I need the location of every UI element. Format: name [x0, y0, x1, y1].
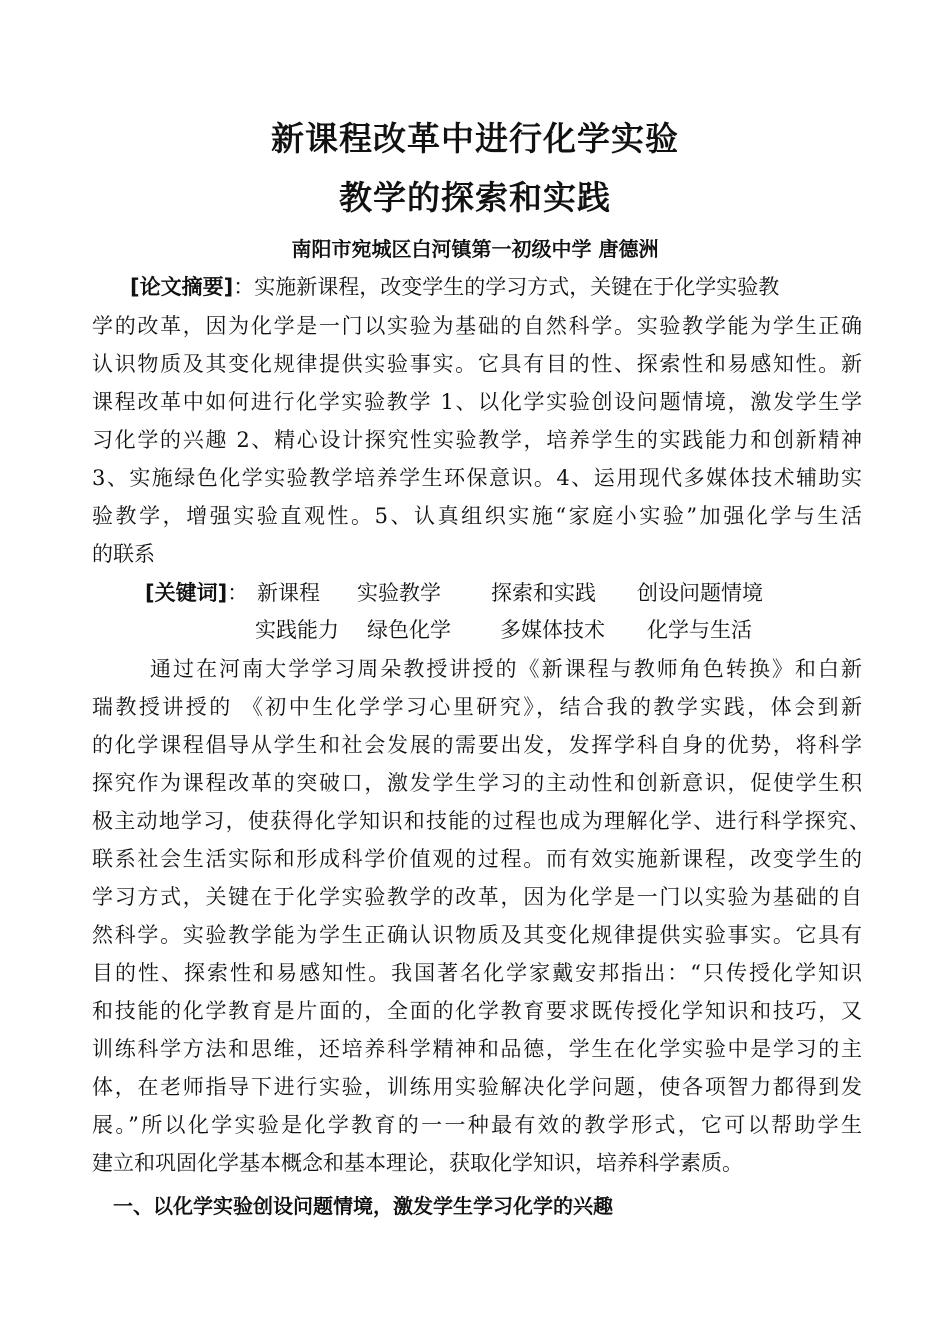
keyword: 实验教学	[357, 581, 441, 605]
keywords-row-2	[255, 615, 855, 645]
body-line: 体，在老师指导下进行实验，训练用实验解决化学问题，使各项智力都得到发	[92, 1075, 862, 1099]
abstract-label: [论文摘要]	[130, 275, 234, 299]
keyword: 新课程	[257, 581, 320, 605]
body-line: 学习方式，关键在于化学实验教学的改革，因为化学是一门以实验为基础的自	[92, 885, 862, 909]
abstract-line: 验教学，增强实验直观性。5、认真组织实施“家庭小实验”加强化学与生活	[92, 504, 862, 528]
abstract-text: ：实施新课程，改变学生的学习方式，关键在于化学实验教	[233, 275, 780, 299]
body-line: 建立和巩固化学基本概念和基本理论，获取化学知识，培养科学素质。	[92, 1151, 743, 1175]
author-line: 南阳市宛城区白河镇第一初级中学 唐德洲	[291, 237, 659, 261]
keyword: 实践能力	[255, 618, 339, 642]
abstract-line: 3、实施绿色化学实验教学培养学生环保意识。4、运用现代多媒体技术辅助实	[92, 466, 862, 490]
body-line: 然科学。实验教学能为学生正确认识物质及其变化规律提供实验事实。它具有	[92, 923, 862, 947]
title-line-1: 新课程改革中进行化学实验	[271, 119, 679, 158]
abstract-line: 认识物质及其变化规律提供实验事实。它具有目的性、探索性和易感知性。新	[92, 352, 862, 376]
keywords-label: [关键词]	[145, 581, 228, 605]
body-line: 展。”所以化学实验是化学教育的一一种最有效的教学形式，它可以帮助学生	[92, 1113, 862, 1137]
body-line: 训练科学方法和思维，还培养科学精神和品德，学生在化学实验中是学习的主	[92, 1037, 862, 1061]
keywords-row-1	[145, 578, 865, 608]
abstract-line	[130, 272, 862, 302]
body-line: 联系社会生活实际和形成科学价值观的过程。而有效实施新课程，改变学生的	[92, 847, 862, 871]
keyword: 绿色化学	[367, 618, 451, 642]
abstract-line: 学的改革，因为化学是一门以实验为基础的自然科学。实验教学能为学生正确	[92, 314, 862, 338]
body-line: 极主动地学习，使获得化学知识和技能的过程也成为理解化学、进行科学探究、	[92, 809, 870, 833]
section-heading: 一、以化学实验创设问题情境，激发学生学习化学的兴趣	[113, 1194, 613, 1218]
keyword: 化学与生活	[647, 618, 752, 642]
abstract-line: 课程改革中如何进行化学实验教学 1、以化学实验创设问题情境，激发学生学	[92, 390, 862, 414]
body-line: 的化学课程倡导从学生和社会发展的需要出发，发挥学科自身的优势，将科学	[92, 733, 862, 757]
keywords-separator: ：	[227, 581, 249, 605]
body-line: 通过在河南大学学习周朵教授讲授的《新课程与教师角色转换》和白新	[150, 657, 862, 681]
keyword: 创设问题情境	[637, 581, 763, 605]
title-line-2: 教学的探索和实践	[339, 178, 611, 217]
body-line: 探究作为课程改革的突破口，激发学生学习的主动性和创新意识，促使学生积	[92, 771, 862, 795]
body-line: 目的性、探索性和易感知性。我国著名化学家戴安邦指出：“只传授化学知识	[92, 961, 862, 985]
keyword: 探索和实践	[491, 581, 596, 605]
keyword: 多媒体技术	[500, 618, 605, 642]
body-line: 和技能的化学教育是片面的，全面的化学教育要求既传授化学知识和技巧，又	[92, 999, 862, 1023]
abstract-line: 的联系	[92, 542, 155, 566]
abstract-line: 习化学的兴趣 2、精心设计探究性实验教学，培养学生的实践能力和创新精神	[92, 428, 862, 452]
body-line: 瑞教授讲授的 《初中生化学学习心里研究》，结合我的教学实践，体会到新	[92, 695, 862, 719]
